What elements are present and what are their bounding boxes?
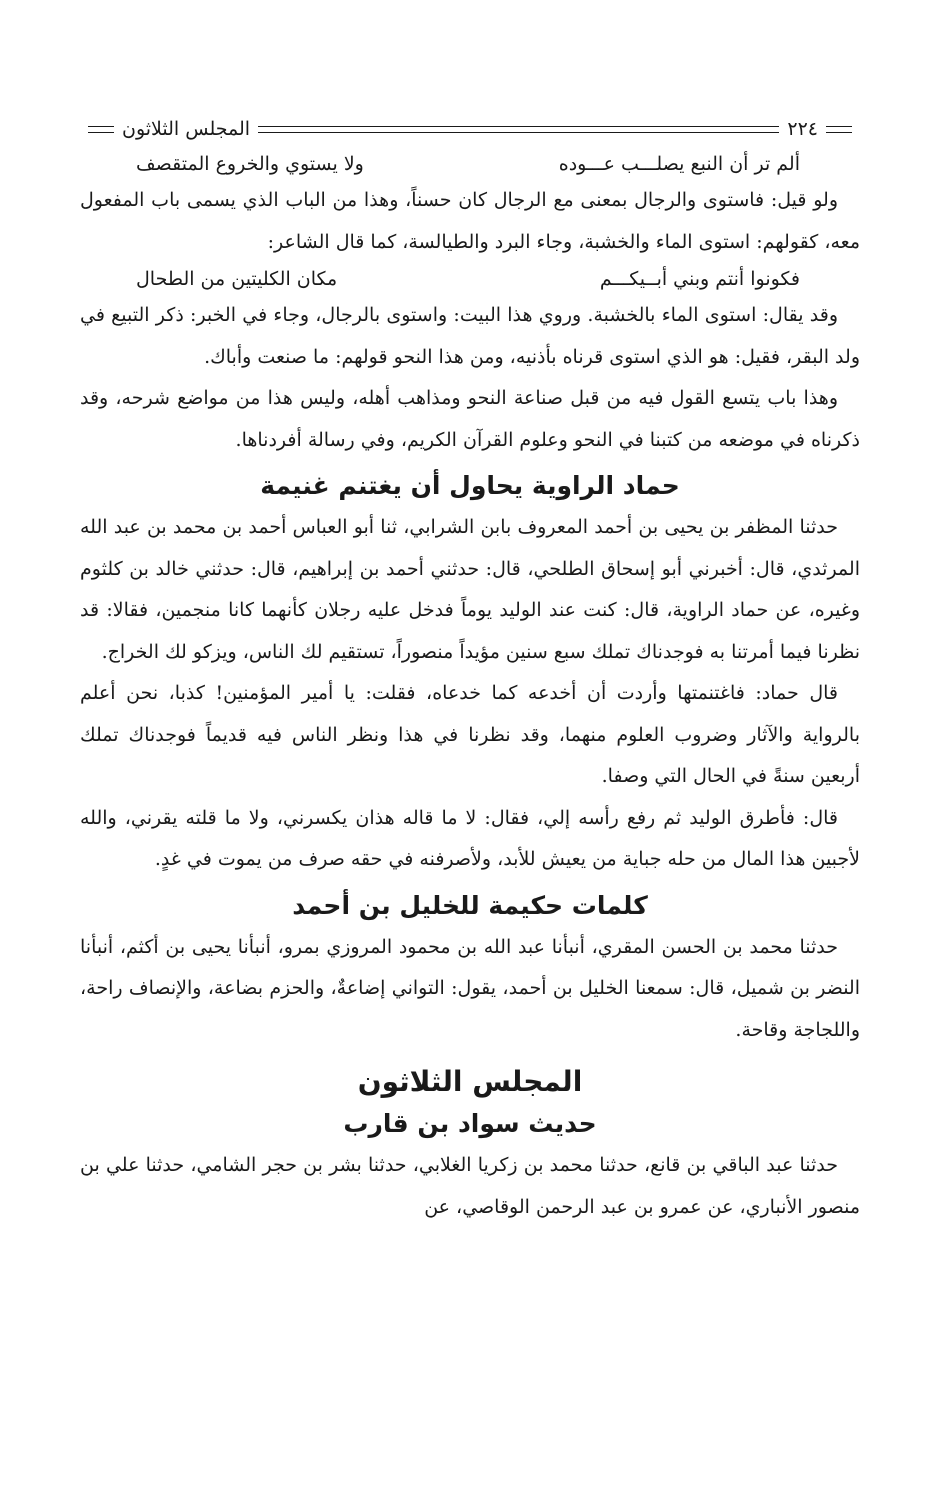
section-heading-khalil: كلمات حكيمة للخليل بن أحمد [292, 890, 648, 920]
running-title: المجلس الثلاثون [122, 118, 251, 140]
paragraph-2: وقد يقال: استوى الماء بالخشبة. وروي هذا البيت: واستوى بالرجال، وجاء في الخبر: ذكر التبيع في ولد البقر، فقيل: هو الذي استوى قرناه بأذنيه، ومن هذا النحو قولهم: ما صنعت وأباك. [80, 304, 860, 368]
header-rule-right [826, 126, 852, 133]
verse-2-first-hemistich: فكونوا أنتم وبني أبــيكـــم [599, 268, 800, 290]
running-header [80, 112, 860, 146]
section-heading-hammad: حماد الراوية يحاول أن يغتنم غنيمة [260, 471, 680, 500]
paragraph-3: وهذا باب يتسع القول فيه من قبل صناعة النحو ومذاهب أهله، وليس هذا من مواضع شرحه، وقد ذكرناه في موضعه من كتبنا في النحو وعلوم القرآن الكريم، وفي رسالة أفردناها. [80, 387, 860, 451]
hammad-paragraph-3: قال: فأطرق الوليد ثم رفع رأسه إلي، فقال: لا ما قاله هذان يكسرني، ولا ما قلته يقرني، والله لأجبين هذا المال من حله جباية من يعيش للأبد، ولأصرفنه في حقه صرف من يموت في غدٍ. [80, 806, 860, 870]
majlis-heading: المجلس الثلاثون [357, 1065, 583, 1098]
hammad-paragraph-1: حدثنا المظفر بن يحيى بن أحمد المعروف بابن الشرابي، ثنا أبو العباس أحمد بن محمد بن عبد الله المرثدي، قال: أخبرني أبو إسحاق الطلحي، قال: حدثني أحمد بن إبراهيم، قال: حدثني خالد بن كلثوم وغيره، عن حماد الراوية، قال: كنت عند الوليد يوماً فدخل عليه رجلان كأنهما كانا منجمين، فقالا: قد نظرنا فيما أمرتنا به فوجدناك تملك سبع سنين مؤيداً منصوراً، تستقيم لك الناس، ويزكو لك الخراج. [80, 516, 860, 663]
verse-line-2 [80, 263, 860, 295]
verse-line-1 [80, 148, 860, 180]
book-page [80, 112, 860, 1228]
sawad-paragraph: حدثنا عبد الباقي بن قانع، حدثنا محمد بن زكريا الغلابي، حدثنا بشر بن حجر الشامي، حدثنا علي بن منصور الأنباري، عن عمرو بن عبد الرحمن الوقاصي، عن [80, 1154, 860, 1218]
khalil-paragraph: حدثنا محمد بن الحسن المقري، أنبأنا عبد الله بن محمود المروزي بمرو، أنبأنا يحيى بن أكثم، أنبأنا النضر بن شميل، قال: سمعنا الخليل بن أحمد، يقول: التواني إضاعةٌ، والحزم بضاعة، والإنصاف راحة، واللجاجة وقاحة. [80, 935, 860, 1041]
hammad-paragraph-2: قال حماد: فاغتنمتها وأردت أن أخدعه كما خدعاه، فقلت: يا أمير المؤمنين! كذبا، نحن أعلم بالرواية والآثار وضروب العلوم منهما، وقد نظرنا في هذا ونظر الناس فيه قديماً فوجدناك تملك أربعين سنةً في الحال التي وصفا. [80, 682, 860, 787]
header-rule-left [88, 126, 114, 133]
page-number: ٢٢٤ [787, 118, 818, 140]
paragraph-1: ولو قيل: فاستوى والرجال بمعنى مع الرجال كان حسناً، وهذا من الباب الذي يسمى باب المفعول معه، كقولهم: استوى الماء والخشبة، وجاء البرد والطيالسة، كما قال الشاعر: [80, 189, 860, 253]
verse-1-second-hemistich: ولا يستوي والخروع المتقصف [136, 153, 364, 175]
verse-1-first-hemistich: ألم تر أن النبع يصلـــب عـــوده [558, 153, 800, 175]
verse-2-second-hemistich: مكان الكليتين من الطحال [136, 268, 338, 290]
section-heading-sawad: حديث سواد بن قارب [343, 1109, 597, 1138]
header-rule-middle [258, 126, 779, 133]
